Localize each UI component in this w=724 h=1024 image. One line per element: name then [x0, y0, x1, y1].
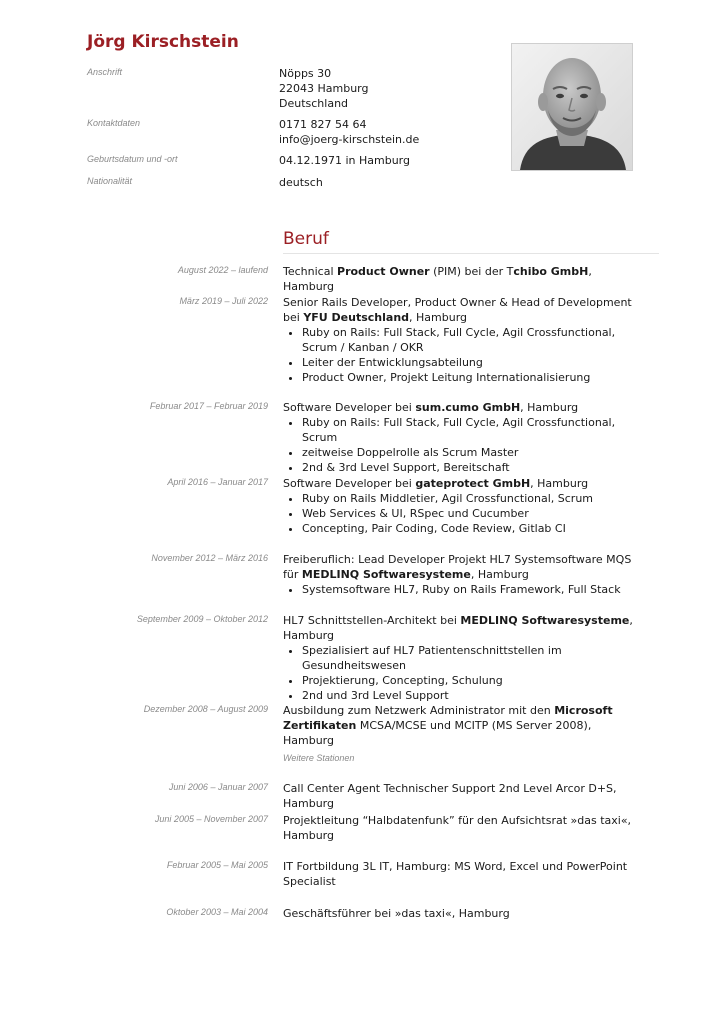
- job-bullet-list: [283, 325, 645, 385]
- contact-value: [279, 117, 509, 147]
- phone-number: 0171 827 54 64: [279, 118, 367, 131]
- job-employer: MEDLINQ Softwaresysteme: [301, 568, 471, 581]
- job-title: [283, 264, 645, 294]
- job-bullet-list: [283, 643, 645, 703]
- job-title-text: , Hamburg: [470, 568, 529, 581]
- job-title: [283, 552, 645, 582]
- job-title: [283, 400, 645, 415]
- job-employer: YFU Deutschland: [303, 311, 410, 324]
- job-title: Projektleitung “Halbdatenfunk” für den Aufsichtsrat »das taxi«, Hamburg: [283, 814, 632, 842]
- job-bullet-list: [283, 415, 645, 475]
- job-bullet: • zeitweise Doppelrolle als Scrum Master: [302, 445, 645, 460]
- address-line: 22043 Hamburg: [279, 82, 369, 95]
- job-bullet: • Concepting, Pair Coding, Code Review, Gitlab CI: [302, 521, 645, 536]
- job-title: [283, 476, 645, 491]
- job-title-text: , Hamburg: [283, 614, 633, 642]
- job-date: Dezember 2008 – August 2009: [143, 704, 268, 714]
- job-date: März 2019 – Juli 2022: [179, 296, 268, 306]
- job-title-text: Software Developer bei: [283, 477, 416, 490]
- further-stations-label: Weitere Stationen: [283, 753, 355, 763]
- address-line: Nöpps 30: [279, 67, 332, 80]
- job-content: [283, 295, 645, 385]
- portrait-image: [512, 44, 632, 170]
- address-value: [279, 66, 509, 111]
- job-bullet: • Leiter der Entwicklungsabteilung: [302, 355, 645, 370]
- job-title-text: Senior Rails Developer, Product Owner & Head of Development bei: [283, 296, 632, 324]
- job-title-text: MCSA/MCSE und MCITP (MS Server 2008), Hamburg: [283, 719, 592, 747]
- job-employer: chibo GmbH: [513, 265, 589, 278]
- job-title: IT Fortbildung 3L IT, Hamburg: MS Word, Excel und PowerPoint Specialist: [283, 860, 628, 888]
- contact-label: Kontaktdaten: [87, 118, 141, 128]
- job-title-text: Ausbildung zum Netzwerk Administrator mit den: [283, 704, 555, 717]
- section-title-beruf: Beruf: [283, 229, 659, 254]
- job-content: [283, 264, 645, 294]
- job-date: August 2022 – laufend: [177, 265, 268, 275]
- job-content: [283, 859, 645, 889]
- job-bullet: • Ruby on Rails: Full Stack, Full Cycle, Agil Crossfunctional, Scrum: [302, 415, 645, 445]
- job-content: [283, 476, 645, 536]
- job-title: Call Center Agent Technischer Support 2nd Level Arcor D+S, Hamburg: [283, 782, 617, 810]
- job-content: [283, 400, 645, 475]
- birth-label: Geburtsdatum und -ort: [87, 154, 178, 164]
- job-date: November 2012 – März 2016: [151, 553, 268, 563]
- job-title: Geschäftsführer bei »das taxi«, Hamburg: [283, 907, 510, 920]
- job-bullet: • 2nd und 3rd Level Support: [302, 688, 645, 703]
- job-date: Juni 2005 – November 2007: [154, 814, 268, 824]
- job-content: [283, 613, 645, 703]
- nationality: deutsch: [279, 176, 323, 189]
- cv-name: Jörg Kirschstein: [87, 32, 239, 52]
- job-content: [283, 552, 645, 597]
- job-bullet: • Systemsoftware HL7, Ruby on Rails Framework, Full Stack: [302, 582, 645, 597]
- job-bullet: • Spezialisiert auf HL7 Patientenschnittstellen im Gesundheitswesen: [302, 643, 645, 673]
- job-title-text: Software Developer bei: [283, 401, 416, 414]
- job-bullet: • Product Owner, Projekt Leitung Internationalisierung: [302, 370, 645, 385]
- job-date: September 2009 – Oktober 2012: [136, 614, 268, 624]
- job-title-text: (PIM) bei der T: [429, 265, 514, 278]
- job-title: [283, 613, 645, 643]
- job-content: [283, 906, 645, 921]
- address-line: Deutschland: [279, 97, 349, 110]
- job-employer: sum.cumo GmbH: [415, 401, 521, 414]
- job-title-text: Freiberuflich: Lead Developer Projekt HL7 Systemsoftware MQS für: [283, 553, 632, 581]
- job-title: [283, 703, 645, 748]
- job-bullet: • Web Services & UI, RSpec und Cucumber: [302, 506, 645, 521]
- job-title-text: , Hamburg: [520, 401, 579, 414]
- job-date: Juni 2006 – Januar 2007: [168, 782, 268, 792]
- job-title-text: Technical: [283, 265, 338, 278]
- job-content: [283, 703, 645, 748]
- job-bullet: • 2nd & 3rd Level Support, Bereitschaft: [302, 460, 645, 475]
- job-bullet-list: [283, 582, 645, 597]
- job-bullet: • Ruby on Rails: Full Stack, Full Cycle, Agil Crossfunctional, Scrum / Kanban / OKR: [302, 325, 645, 355]
- email-address: info@joerg-kirschstein.de: [279, 133, 420, 146]
- job-title: [283, 295, 645, 325]
- birth-value: [279, 153, 509, 168]
- job-title-text: , Hamburg: [409, 311, 468, 324]
- address-label: Anschrift: [87, 67, 123, 77]
- job-emphasis: Microsoft Zertifikaten: [283, 704, 613, 732]
- profile-photo: [511, 43, 633, 171]
- job-title-text: , Hamburg: [530, 477, 589, 490]
- job-title-text: HL7 Schnittstellen-Architekt bei: [283, 614, 461, 627]
- job-content: [283, 781, 645, 811]
- job-bullet: • Ruby on Rails Middletier, Agil Crossfunctional, Scrum: [302, 491, 645, 506]
- birth-date-place: 04.12.1971 in Hamburg: [279, 154, 410, 167]
- job-content: [283, 813, 645, 843]
- job-bullet: • Projektierung, Concepting, Schulung: [302, 673, 645, 688]
- job-date: Oktober 2003 – Mai 2004: [166, 907, 268, 917]
- job-employer: MEDLINQ Softwaresysteme: [460, 614, 630, 627]
- job-employer: gateprotect GmbH: [415, 477, 531, 490]
- nationality-value: [279, 175, 509, 190]
- job-title-text: , Hamburg: [283, 265, 592, 293]
- nationality-label: Nationalität: [87, 176, 133, 186]
- job-bullet-list: [283, 491, 645, 536]
- job-date: April 2016 – Januar 2017: [167, 477, 268, 487]
- job-date: Februar 2017 – Februar 2019: [149, 401, 268, 411]
- job-date: Februar 2005 – Mai 2005: [166, 860, 268, 870]
- job-title-emphasis: Product Owner: [337, 265, 430, 278]
